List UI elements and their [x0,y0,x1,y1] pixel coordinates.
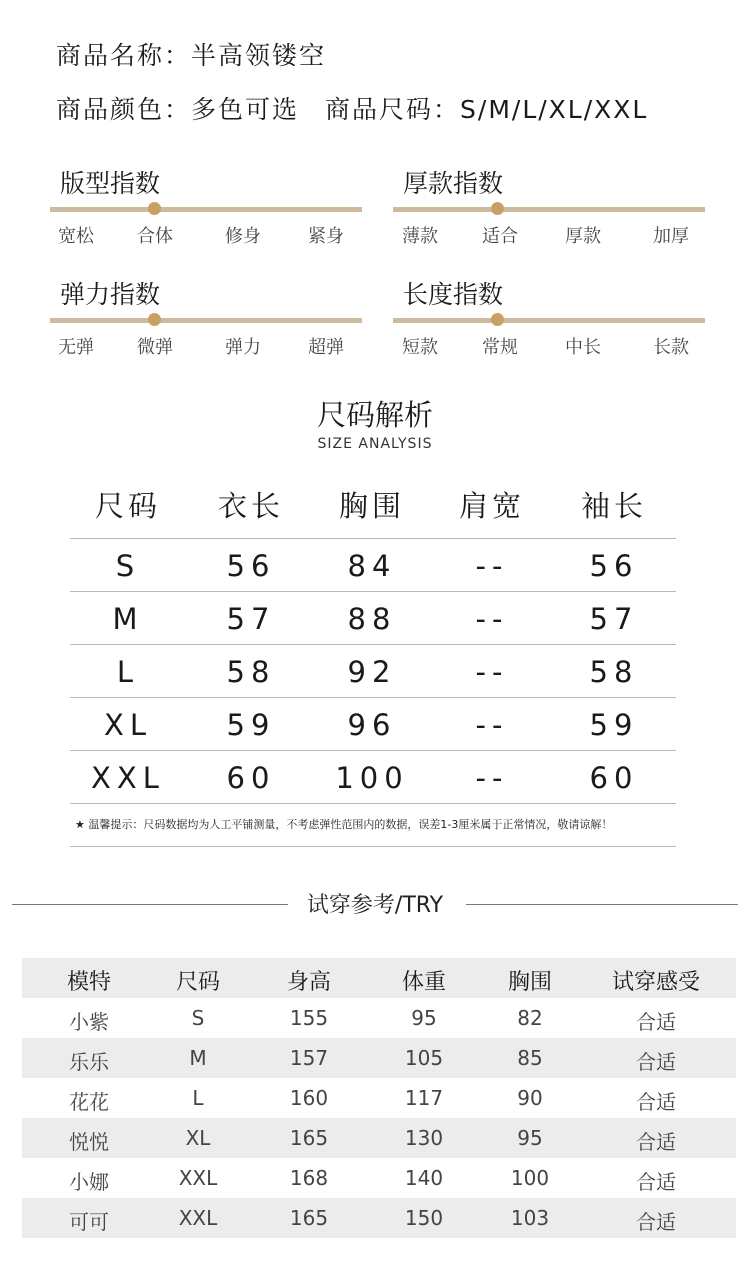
try-cell: L [192,1086,204,1110]
fit-index-option: 修身 [225,226,261,247]
table-row [22,1158,736,1198]
size-note-text: ★ 温馨提示：尺码数据均为人工平铺测量，不考虑弹性范围内的数据，误差1-3厘米属于正常情况，敬请谅解！ [75,818,613,831]
size-cell: -- [475,761,509,795]
try-cell: 悦悦 [69,1130,109,1154]
try-cell: 150 [404,1206,444,1230]
table-row [22,1198,736,1238]
fit-index-option: 宽松 [58,226,94,247]
try-cell: 合适 [636,1090,676,1114]
thickness-index-bar [393,207,705,212]
try-cell: 103 [510,1206,550,1230]
size-cell: 60 [226,761,276,795]
size-analysis-subtitle: SIZE ANALYSIS [317,436,433,452]
try-cell: 可可 [69,1210,109,1234]
size-cell: 58 [226,655,276,689]
try-cell: 合适 [636,1170,676,1194]
try-cell: 90 [517,1086,543,1110]
try-cell: 168 [289,1166,329,1190]
try-cell: 82 [517,1006,543,1030]
fit-index-title: 版型指数 [60,169,161,198]
product-color-size-line [56,90,648,126]
product-size-label: 商品尺码： [325,95,461,124]
try-cell: XXL [178,1206,218,1230]
length-index-marker [491,313,504,326]
fit-index-option: 紧身 [308,226,344,247]
length-index-bar [393,318,705,323]
try-header-cell: 胸围 [507,970,553,995]
try-cell: 160 [289,1086,329,1110]
length-index-option: 中长 [565,337,601,358]
try-cell: 130 [404,1126,444,1150]
try-cell: S [191,1006,205,1030]
try-cell: 85 [517,1046,543,1070]
try-cell: 95 [517,1126,543,1150]
elasticity-index-marker [148,313,161,326]
try-table-header [22,958,736,998]
size-cell: 96 [347,708,397,742]
try-cell: 117 [404,1086,444,1110]
product-name-label: 商品名称： [56,41,192,70]
size-cell: -- [475,602,509,636]
size-cell: 57 [226,602,276,636]
elasticity-index-bar [50,318,362,323]
table-row [22,998,736,1038]
size-cell: 56 [226,549,276,583]
try-cell: 140 [404,1166,444,1190]
fit-index-bar [50,207,362,212]
size-cell: S [115,549,141,583]
table-row [70,644,676,697]
try-header-cell: 模特 [66,970,112,995]
size-cell: 57 [589,602,639,636]
size-cell: XL [103,708,153,742]
try-cell: 155 [289,1006,329,1030]
size-cell: -- [475,655,509,689]
size-header-cell: 肩宽 [458,489,526,523]
size-header-cell: 袖长 [580,489,648,523]
try-cell: 95 [411,1006,437,1030]
thickness-index-option: 厚款 [565,226,601,247]
size-cell: 88 [347,602,397,636]
table-row [70,538,676,591]
fit-index-marker [148,202,161,215]
try-cell: 合适 [636,1130,676,1154]
try-cell: 165 [289,1126,329,1150]
product-size-value: S/M/L/XL/XXL [460,95,649,124]
try-cell: 合适 [636,1050,676,1074]
size-analysis-title: 尺码解析 [316,398,433,432]
try-header-cell: 身高 [286,970,332,995]
length-index-option: 长款 [653,337,689,358]
size-cell: 84 [347,549,397,583]
thickness-index-option: 薄款 [402,226,438,247]
try-cell: 165 [289,1206,329,1230]
size-cell: -- [475,708,509,742]
try-cell: 小紫 [69,1010,109,1034]
table-row [70,750,676,803]
elasticity-index-option: 弹力 [225,337,261,358]
size-table [70,470,676,847]
try-cell: 157 [289,1046,329,1070]
size-header-cell: 尺码 [94,489,162,523]
length-index-option: 短款 [402,337,438,358]
try-cell: XXL [178,1166,218,1190]
elasticity-index-title: 弹力指数 [60,280,161,309]
try-cell: 花花 [69,1090,109,1114]
product-color-value: 多色可选 [191,95,300,124]
thickness-index-option: 适合 [482,226,518,247]
elasticity-index-option: 无弹 [58,337,94,358]
size-cell: 59 [589,708,639,742]
size-header-cell: 衣长 [217,489,285,523]
try-on-title: 试穿参考/TRY [306,893,444,918]
length-index-option: 常规 [482,337,518,358]
size-cell: 100 [335,761,409,795]
size-header-cell: 胸围 [338,489,406,523]
size-cell: XXL [91,761,165,795]
thickness-index-title: 厚款指数 [403,169,504,198]
try-cell: XL [185,1126,211,1150]
product-name-line [56,36,326,72]
try-cell: 小娜 [69,1170,109,1194]
size-cell: 58 [589,655,639,689]
try-header-cell: 尺码 [175,970,221,995]
product-name-value: 半高领镂空 [191,41,327,70]
table-row [22,1118,736,1158]
table-row [22,1038,736,1078]
size-cell: -- [475,549,509,583]
table-row [70,697,676,750]
size-cell: M [112,602,144,636]
try-header-cell: 试穿感受 [611,970,701,995]
elasticity-index-option: 超弹 [308,337,344,358]
try-cell: M [189,1046,207,1070]
size-cell: 56 [589,549,639,583]
thickness-index-marker [491,202,504,215]
table-row [22,1078,736,1118]
length-index-title: 长度指数 [403,280,504,309]
try-cell: 合适 [636,1210,676,1234]
table-row [70,591,676,644]
try-divider-right [466,904,738,905]
size-cell: 92 [347,655,397,689]
size-cell: L [116,655,140,689]
try-on-table [22,958,736,1238]
try-cell: 100 [510,1166,550,1190]
product-color-label: 商品颜色： [56,95,192,124]
size-cell: 60 [589,761,639,795]
try-cell: 105 [404,1046,444,1070]
try-cell: 合适 [636,1010,676,1034]
size-cell: 59 [226,708,276,742]
try-header-cell: 体重 [401,970,447,995]
try-cell: 乐乐 [69,1050,109,1074]
elasticity-index-option: 微弹 [137,337,173,358]
size-note [70,803,676,847]
fit-index-option: 合体 [137,226,173,247]
size-table-header [70,470,676,538]
thickness-index-option: 加厚 [653,226,689,247]
